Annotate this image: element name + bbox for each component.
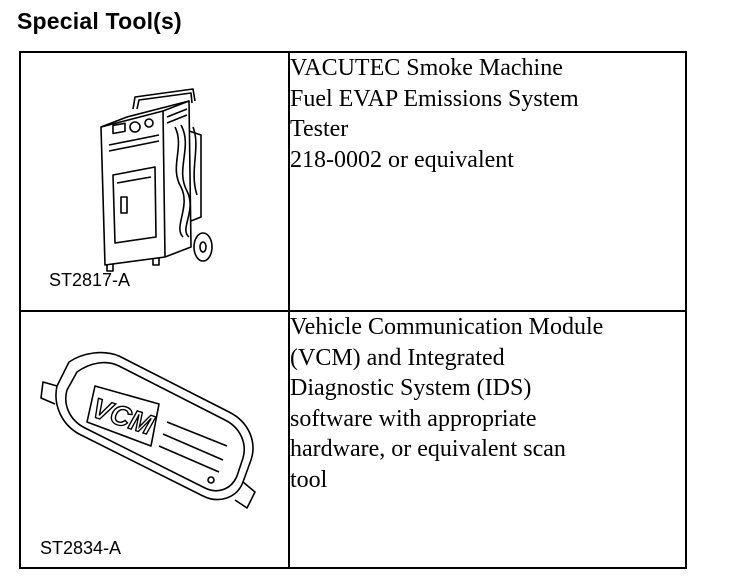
description-line: (VCM) and Integrated — [290, 344, 505, 371]
description-line: software with appropriate — [290, 405, 537, 432]
description-line: 218-0002 or equivalent — [290, 146, 514, 173]
description-line: Vehicle Communication Module — [290, 314, 604, 340]
description-line: Tester — [290, 116, 349, 142]
tool-description-cell — [289, 52, 686, 311]
figure-label: ST2817-A — [49, 270, 131, 290]
description-line: Fuel EVAP Emissions System — [290, 85, 579, 112]
tool-description-cell — [289, 311, 686, 568]
tool-row-vcm — [20, 311, 686, 568]
tool-row-smoke-machine — [20, 52, 686, 311]
vcm-logo-text: VCM — [88, 392, 158, 441]
smoke-machine-icon — [93, 87, 223, 277]
tool-figure-cell — [20, 311, 289, 568]
description-line: tool — [290, 466, 328, 493]
tool-figure-cell — [20, 52, 289, 311]
page-title: Special Tool(s) — [17, 8, 182, 34]
description-line: Diagnostic System (IDS) — [290, 375, 532, 401]
vcm-module-icon — [39, 342, 269, 512]
description-line: hardware, or equivalent scan — [290, 436, 566, 462]
description-line: VACUTEC Smoke Machine — [290, 55, 563, 81]
figure-label: ST2834-A — [40, 538, 122, 558]
special-tools-table — [19, 51, 687, 569]
